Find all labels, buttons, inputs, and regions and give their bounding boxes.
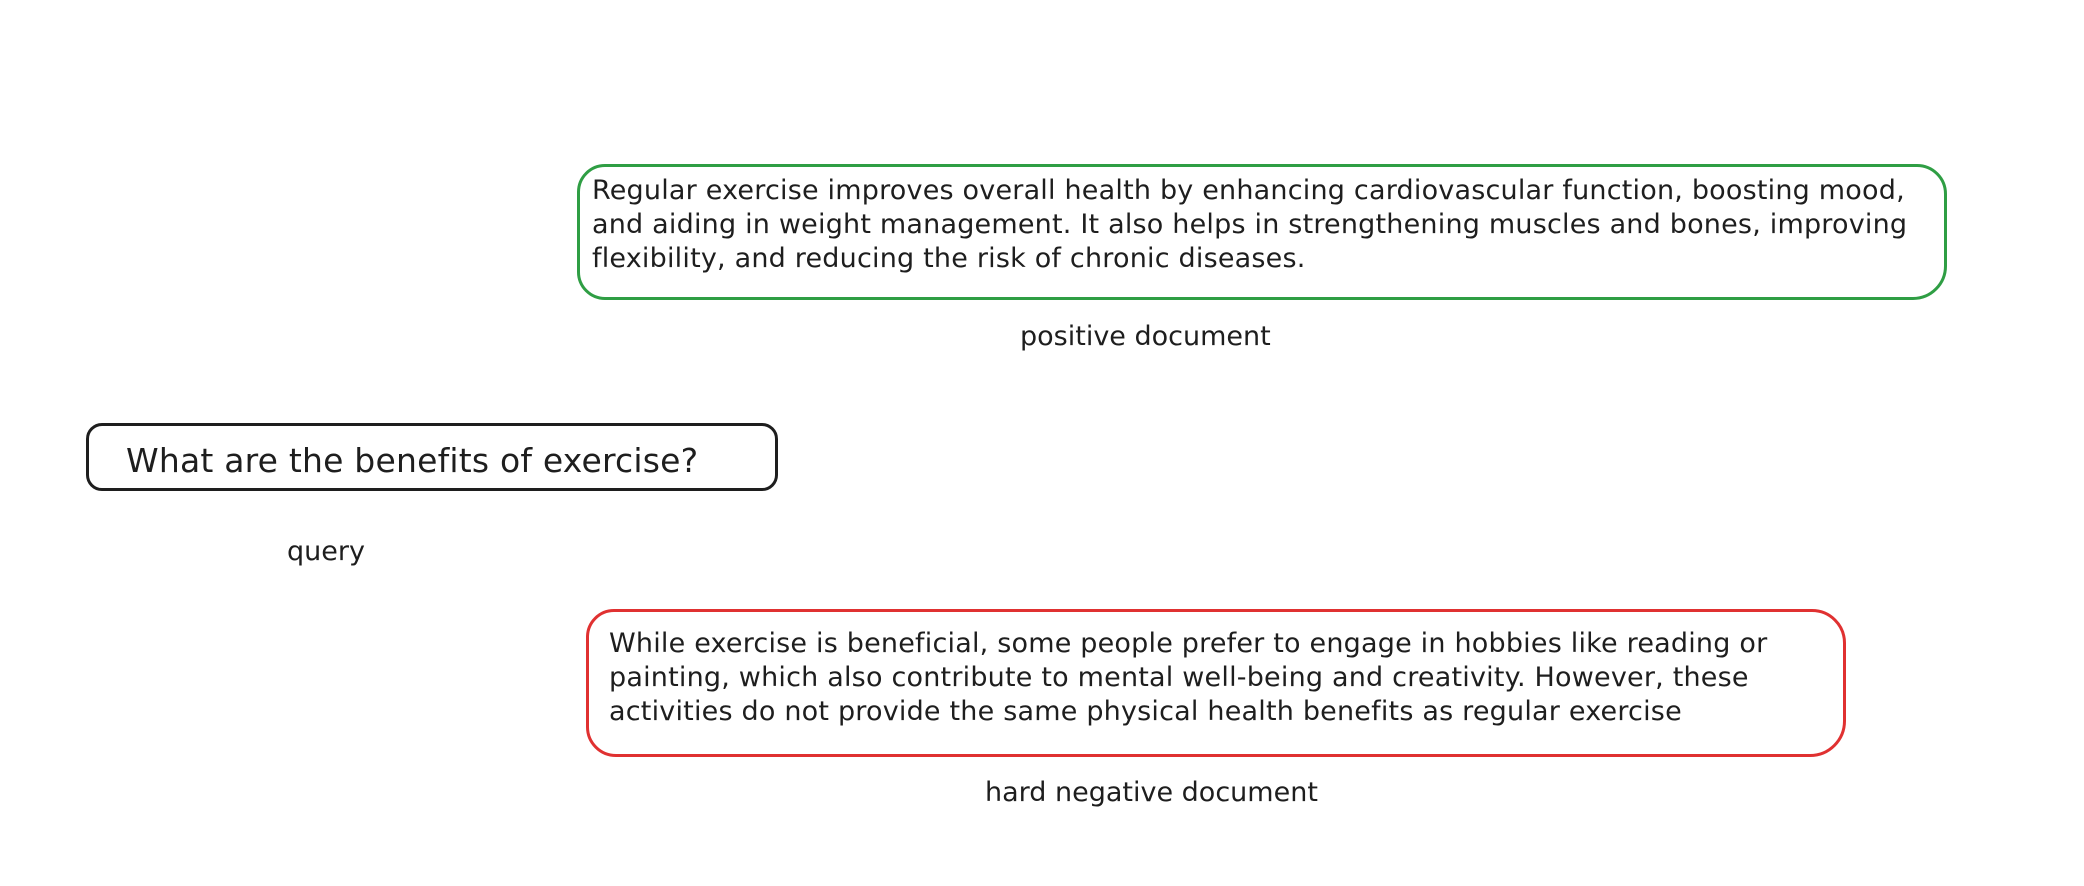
positive-document-label: positive document: [1020, 321, 1271, 352]
query-text: What are the benefits of exercise?: [126, 441, 699, 480]
positive-document-text: Regular exercise improves overall health by enhancing cardiovascular function, boosting mood, and aiding in weight management. It also helps in strengthening muscles and bones, improving flexibility, and reducing the risk of chronic diseases.: [592, 175, 1908, 274]
query-label: query: [287, 536, 365, 567]
hard-negative-document-label: hard negative document: [985, 777, 1318, 808]
hard-negative-document-text: While exercise is beneficial, some people prefer to engage in hobbies like reading or painting, which also contribute to mental well-being and creativity. However, these activities do not provide the same physical health benefits as regular exercise: [609, 628, 1768, 727]
